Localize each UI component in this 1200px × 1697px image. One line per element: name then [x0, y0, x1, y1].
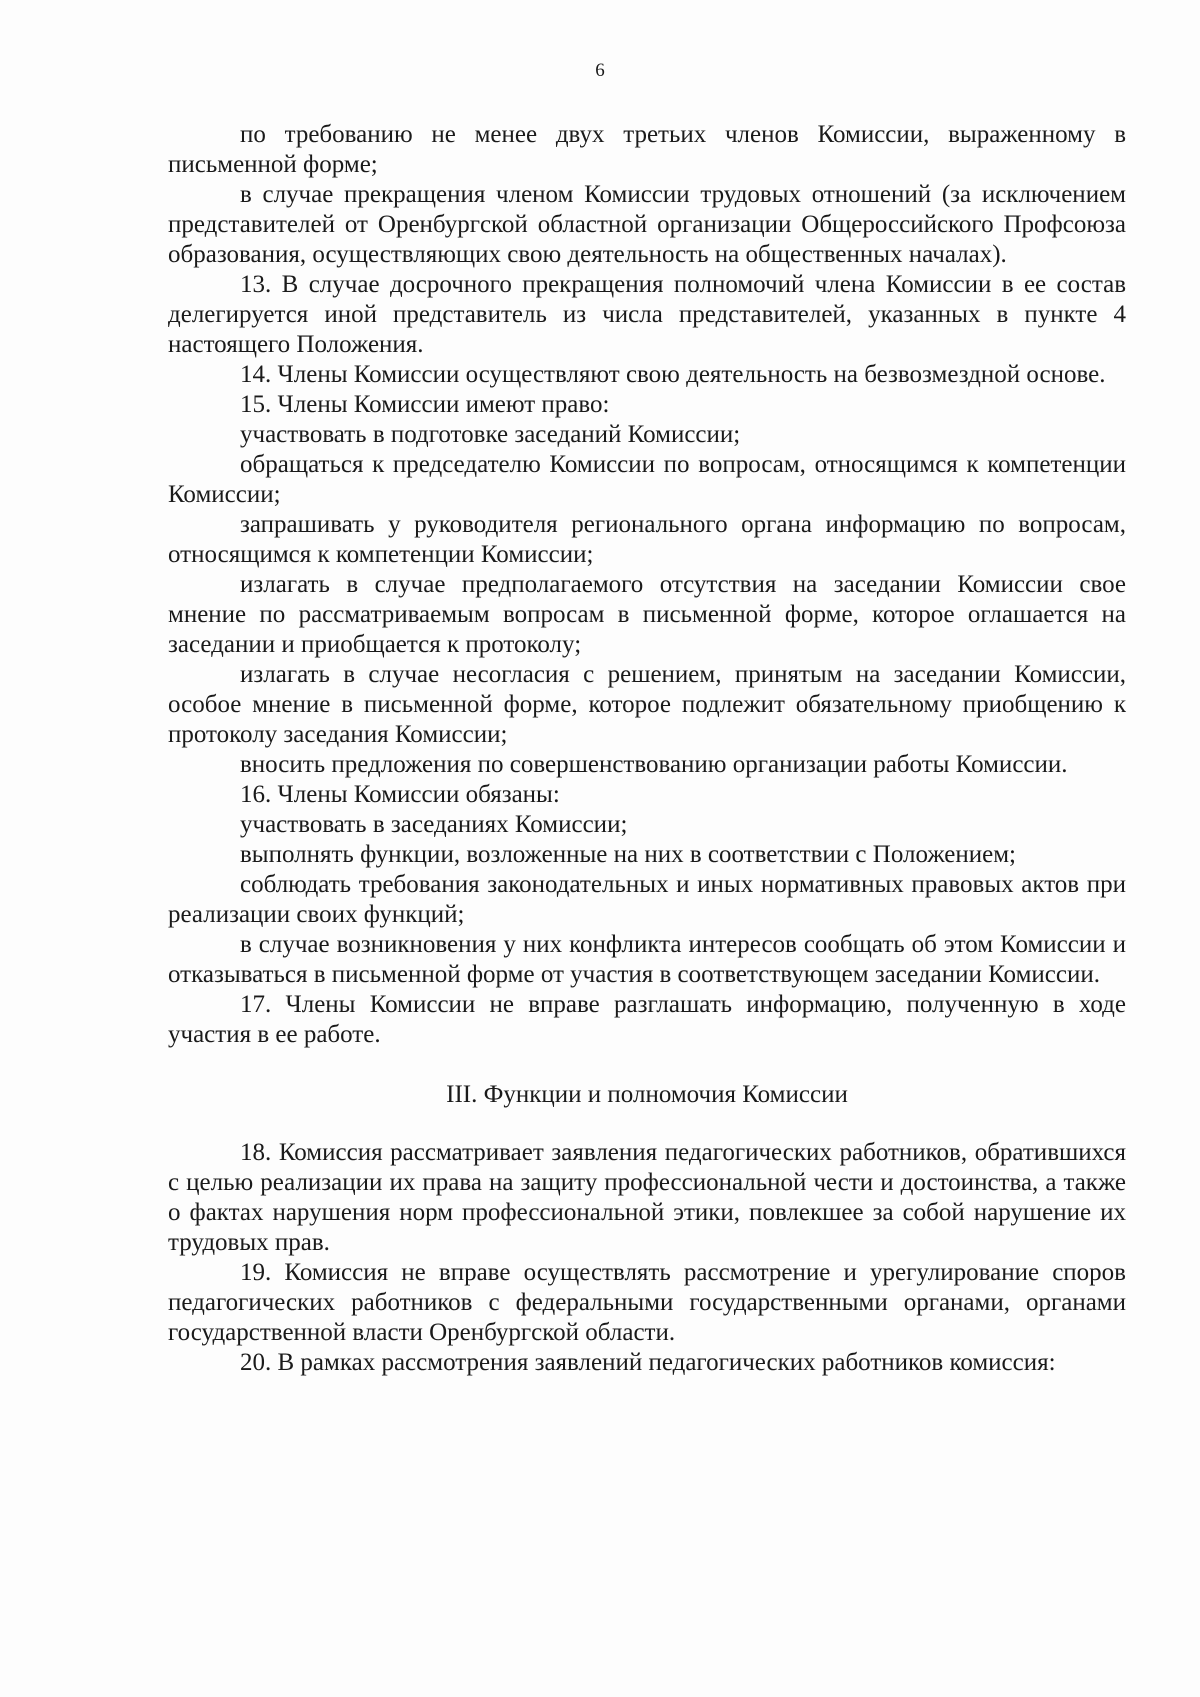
paragraph: запрашивать у руководителя регионального органа информацию по вопросам, относящимся к компетенции Комиссии; — [168, 511, 1126, 568]
paragraph: соблюдать требования законодательных и иных нормативных правовых актов при реализации своих функций; — [168, 871, 1126, 928]
paragraph: обращаться к председателю Комиссии по вопросам, относящимся к компетенции Комиссии; — [168, 451, 1126, 508]
paragraph: 20. В рамках рассмотрения заявлений педагогических работников комиссия: — [240, 1349, 1056, 1376]
paragraph: вносить предложения по совершенствованию организации работы Комиссии. — [240, 751, 1068, 778]
paragraph: излагать в случае несогласия с решением, принятым на заседании Комиссии, особое мнение в письменной форме, которое подлежит обязательному приобщению к протоколу заседания Комиссии; — [168, 661, 1126, 748]
paragraph: 14. Члены Комиссии осуществляют свою деятельность на безвозмездной основе. — [240, 361, 1106, 388]
paragraph: по требованию не менее двух третьих членов Комиссии, выраженному в письменной форме; — [168, 121, 1126, 178]
section-title: III. Функции и полномочия Комиссии — [446, 1081, 848, 1108]
paragraph: 18. Комиссия рассматривает заявления педагогических работников, обратившихся с целью реализации их права на защиту профессиональной чести и достоинства, а также о фактах нарушения норм профессиональной этики, повлекшее за собой нарушение их трудовых прав. — [168, 1139, 1126, 1256]
page-number: 6 — [595, 60, 605, 81]
paragraph: в случае прекращения членом Комиссии трудовых отношений (за исключением представителей от Оренбургской областной организации Общероссийского Профсоюза образования, осуществляющих свою деятельность на общественных началах). — [168, 181, 1126, 268]
paragraph: в случае возникновения у них конфликта интересов сообщать об этом Комиссии и отказываться в письменной форме от участия в соответствующем заседании Комиссии. — [168, 931, 1126, 988]
paragraph: 19. Комиссия не вправе осуществлять рассмотрение и урегулирование споров педагогических работников с федеральными государственными органами, органами государственной власти Оренбургской области. — [168, 1259, 1126, 1346]
paragraph: участвовать в подготовке заседаний Комиссии; — [240, 421, 741, 448]
paragraph: 17. Члены Комиссии не вправе разглашать информацию, полученную в ходе участия в ее работе. — [168, 991, 1126, 1048]
paragraph: излагать в случае предполагаемого отсутствия на заседании Комиссии свое мнение по рассматриваемым вопросам в письменной форме, которое оглашается на заседании и приобщается к протоколу; — [168, 571, 1126, 658]
paragraph: 16. Члены Комиссии обязаны: — [240, 781, 560, 808]
paragraph: участвовать в заседаниях Комиссии; — [240, 811, 628, 838]
document-body — [168, 120, 1126, 1378]
paragraph: 13. В случае досрочного прекращения полномочий члена Комиссии в ее состав делегируется иной представитель из числа представителей, указанных в пункте 4 настоящего Положения. — [168, 271, 1126, 358]
paragraph: 15. Члены Комиссии имеют право: — [240, 391, 610, 418]
paragraph: выполнять функции, возложенные на них в соответствии с Положением; — [240, 841, 1017, 868]
